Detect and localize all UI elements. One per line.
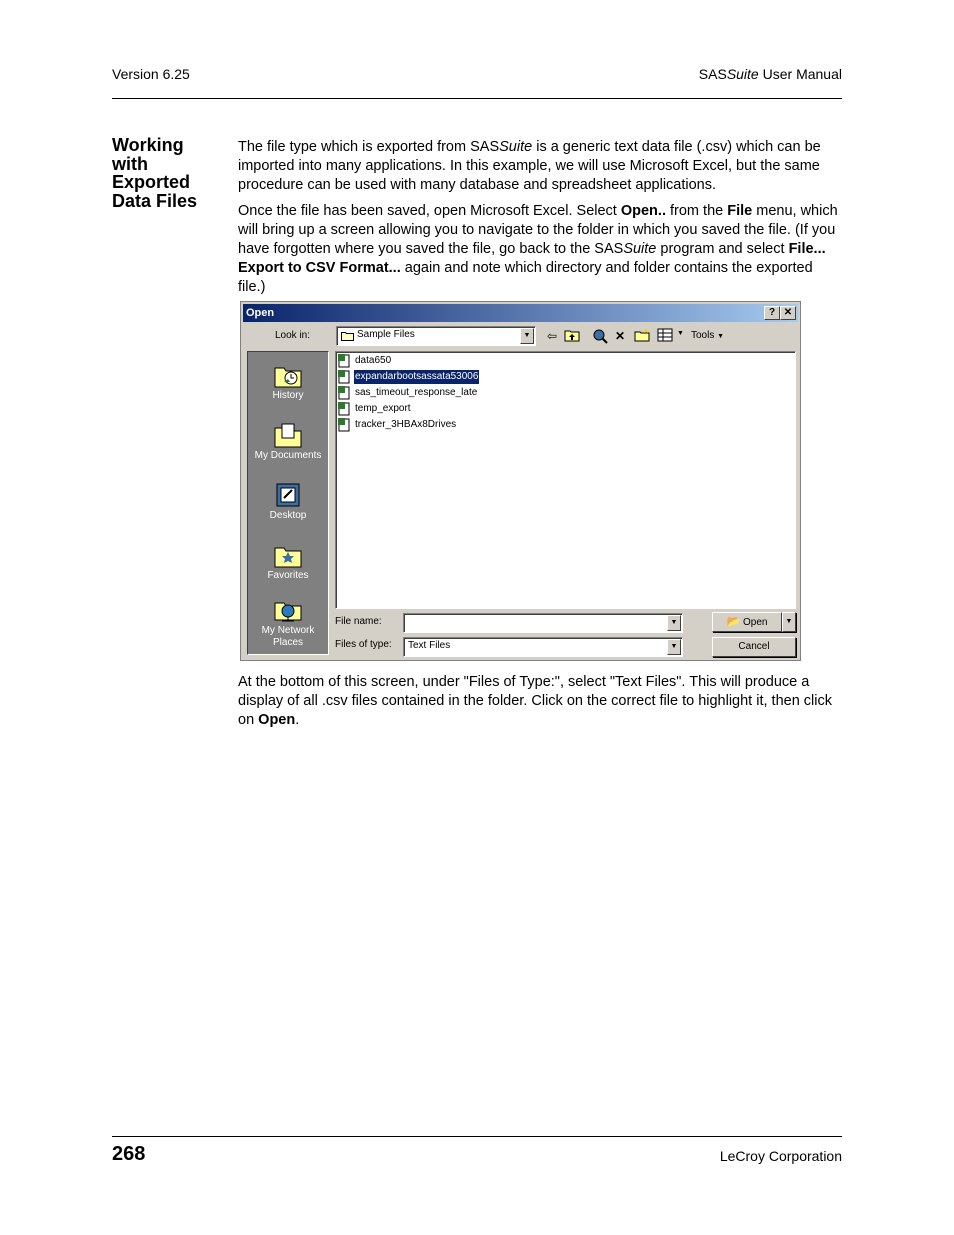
open-button[interactable] bbox=[712, 612, 782, 632]
views-dropdown-icon[interactable]: ▼ bbox=[677, 330, 684, 337]
dialog-title: Open bbox=[246, 307, 275, 319]
text: again and note which directory and folder contains the exported file.) bbox=[238, 260, 813, 295]
heading-line: with bbox=[112, 153, 148, 174]
footer-company: LeCroy Corporation bbox=[719, 1148, 842, 1164]
file-item[interactable] bbox=[338, 354, 392, 370]
section-heading bbox=[112, 136, 222, 210]
places-bar bbox=[247, 351, 329, 655]
network-places-icon bbox=[274, 597, 302, 623]
views-icon[interactable] bbox=[657, 328, 673, 344]
text-italic: Suite bbox=[499, 139, 533, 155]
text: The file type which is exported from SAS bbox=[238, 139, 500, 155]
history-icon bbox=[274, 362, 302, 388]
search-web-icon[interactable] bbox=[592, 328, 608, 344]
files-of-type-label: Files of type: bbox=[335, 639, 392, 650]
my-documents-icon bbox=[274, 422, 302, 448]
folder-icon bbox=[341, 330, 354, 341]
heading-line: Exported bbox=[112, 172, 191, 192]
page-number: 268 bbox=[112, 1143, 146, 1165]
open-options-dropdown[interactable]: ▼ bbox=[782, 612, 796, 632]
tools-label: Tools bbox=[691, 330, 715, 341]
header-manual-title bbox=[699, 66, 842, 82]
look-in-value: Sample Files bbox=[357, 329, 415, 340]
file-name: tracker_3HBAx8Drives bbox=[355, 419, 457, 430]
file-item[interactable] bbox=[338, 418, 457, 434]
text: program and select bbox=[656, 241, 789, 257]
new-folder-icon[interactable] bbox=[634, 328, 650, 344]
file-list[interactable] bbox=[335, 351, 796, 609]
text: menu, which will bring up a screen allowing you to navigate to the folder in which you saved the file. (If you have forgotten where you saved the file, go back to the SAS bbox=[238, 203, 838, 257]
file-name: data650 bbox=[355, 355, 392, 366]
header-rule bbox=[112, 98, 842, 99]
place-my-network-places[interactable] bbox=[248, 597, 328, 649]
heading-line: Data Files bbox=[112, 190, 198, 211]
favorites-icon bbox=[274, 542, 302, 568]
text: Once the file has been saved, open Microsoft Excel. Select bbox=[238, 203, 621, 219]
csv-file-icon bbox=[338, 354, 351, 368]
file-name: temp_export bbox=[355, 403, 411, 414]
text-bold: File bbox=[727, 203, 753, 219]
place-history[interactable] bbox=[248, 362, 328, 402]
close-button[interactable]: ✕ bbox=[780, 306, 796, 320]
csv-file-icon bbox=[338, 418, 351, 432]
file-name: expandarbootsassata53006 bbox=[355, 371, 479, 382]
text: . bbox=[295, 712, 300, 728]
look-in-combo[interactable] bbox=[336, 326, 536, 346]
files-of-type-select[interactable] bbox=[403, 637, 683, 657]
place-label: History bbox=[272, 390, 304, 401]
csv-file-icon bbox=[338, 370, 351, 384]
file-item-selected[interactable] bbox=[338, 370, 479, 386]
chevron-down-icon: ▼ bbox=[717, 333, 725, 340]
dialog-titlebar[interactable] bbox=[243, 304, 798, 322]
place-label: Desktop bbox=[269, 510, 307, 521]
open-folder-icon: 📂 bbox=[726, 616, 741, 628]
place-label: My Network Places bbox=[261, 625, 315, 648]
open-dialog bbox=[240, 301, 801, 661]
file-name: sas_timeout_response_late bbox=[355, 387, 478, 398]
chevron-down-icon[interactable]: ▼ bbox=[667, 615, 681, 631]
text: At the bottom of this screen, under "Files of Type:", select "Text Files". This will produce a display of all .csv files contained in the folder. Click on the correct file to highlight it, then click on bbox=[238, 674, 832, 728]
cancel-button[interactable]: Cancel bbox=[712, 637, 796, 657]
file-name-label: File name: bbox=[335, 616, 382, 627]
help-button[interactable]: ? bbox=[764, 306, 780, 320]
files-of-type-value: Text Files bbox=[408, 640, 451, 651]
text-bold: Open.. bbox=[620, 203, 666, 219]
header-version: Version 6.25 bbox=[112, 66, 190, 82]
paragraph-open-file bbox=[238, 202, 843, 297]
file-item[interactable] bbox=[338, 386, 478, 402]
csv-file-icon bbox=[338, 386, 351, 400]
text: is a generic text data file (.csv) which can be imported into many applications. In this example, we will use Microsoft Excel, but the same procedure can be used with many database and spreadsheet applications. bbox=[238, 139, 821, 193]
paragraph-intro bbox=[238, 138, 843, 195]
footer-rule bbox=[112, 1136, 842, 1137]
place-desktop[interactable] bbox=[248, 482, 328, 522]
text-italic: Suite bbox=[623, 241, 657, 257]
place-label: My Documents bbox=[254, 450, 322, 461]
place-my-documents[interactable] bbox=[248, 422, 328, 462]
up-folder-icon[interactable] bbox=[564, 328, 580, 344]
heading-line: Working bbox=[112, 135, 184, 155]
look-in-label: Look in: bbox=[275, 330, 311, 341]
file-name-field[interactable] bbox=[403, 613, 683, 633]
desktop-icon bbox=[274, 482, 302, 508]
manual-prefix: SAS bbox=[698, 66, 727, 82]
file-item[interactable] bbox=[338, 402, 412, 418]
text-bold: File... Export to CSV Format... bbox=[238, 241, 826, 276]
paragraph-select-type bbox=[238, 673, 843, 730]
delete-icon[interactable]: ✕ bbox=[614, 329, 626, 343]
chevron-down-icon[interactable]: ▼ bbox=[520, 328, 534, 344]
chevron-down-icon[interactable]: ▼ bbox=[667, 639, 681, 655]
manual-suffix: User Manual bbox=[758, 66, 842, 82]
place-favorites[interactable] bbox=[248, 542, 328, 582]
manual-italic: Suite bbox=[726, 66, 759, 82]
open-button-label: Open bbox=[743, 617, 768, 628]
place-label: Favorites bbox=[267, 570, 309, 581]
csv-file-icon bbox=[338, 402, 351, 416]
text-bold: Open bbox=[258, 712, 296, 728]
tools-menu[interactable] bbox=[691, 330, 724, 341]
text: from the bbox=[665, 203, 728, 219]
back-icon[interactable]: ⇦ bbox=[546, 329, 558, 343]
